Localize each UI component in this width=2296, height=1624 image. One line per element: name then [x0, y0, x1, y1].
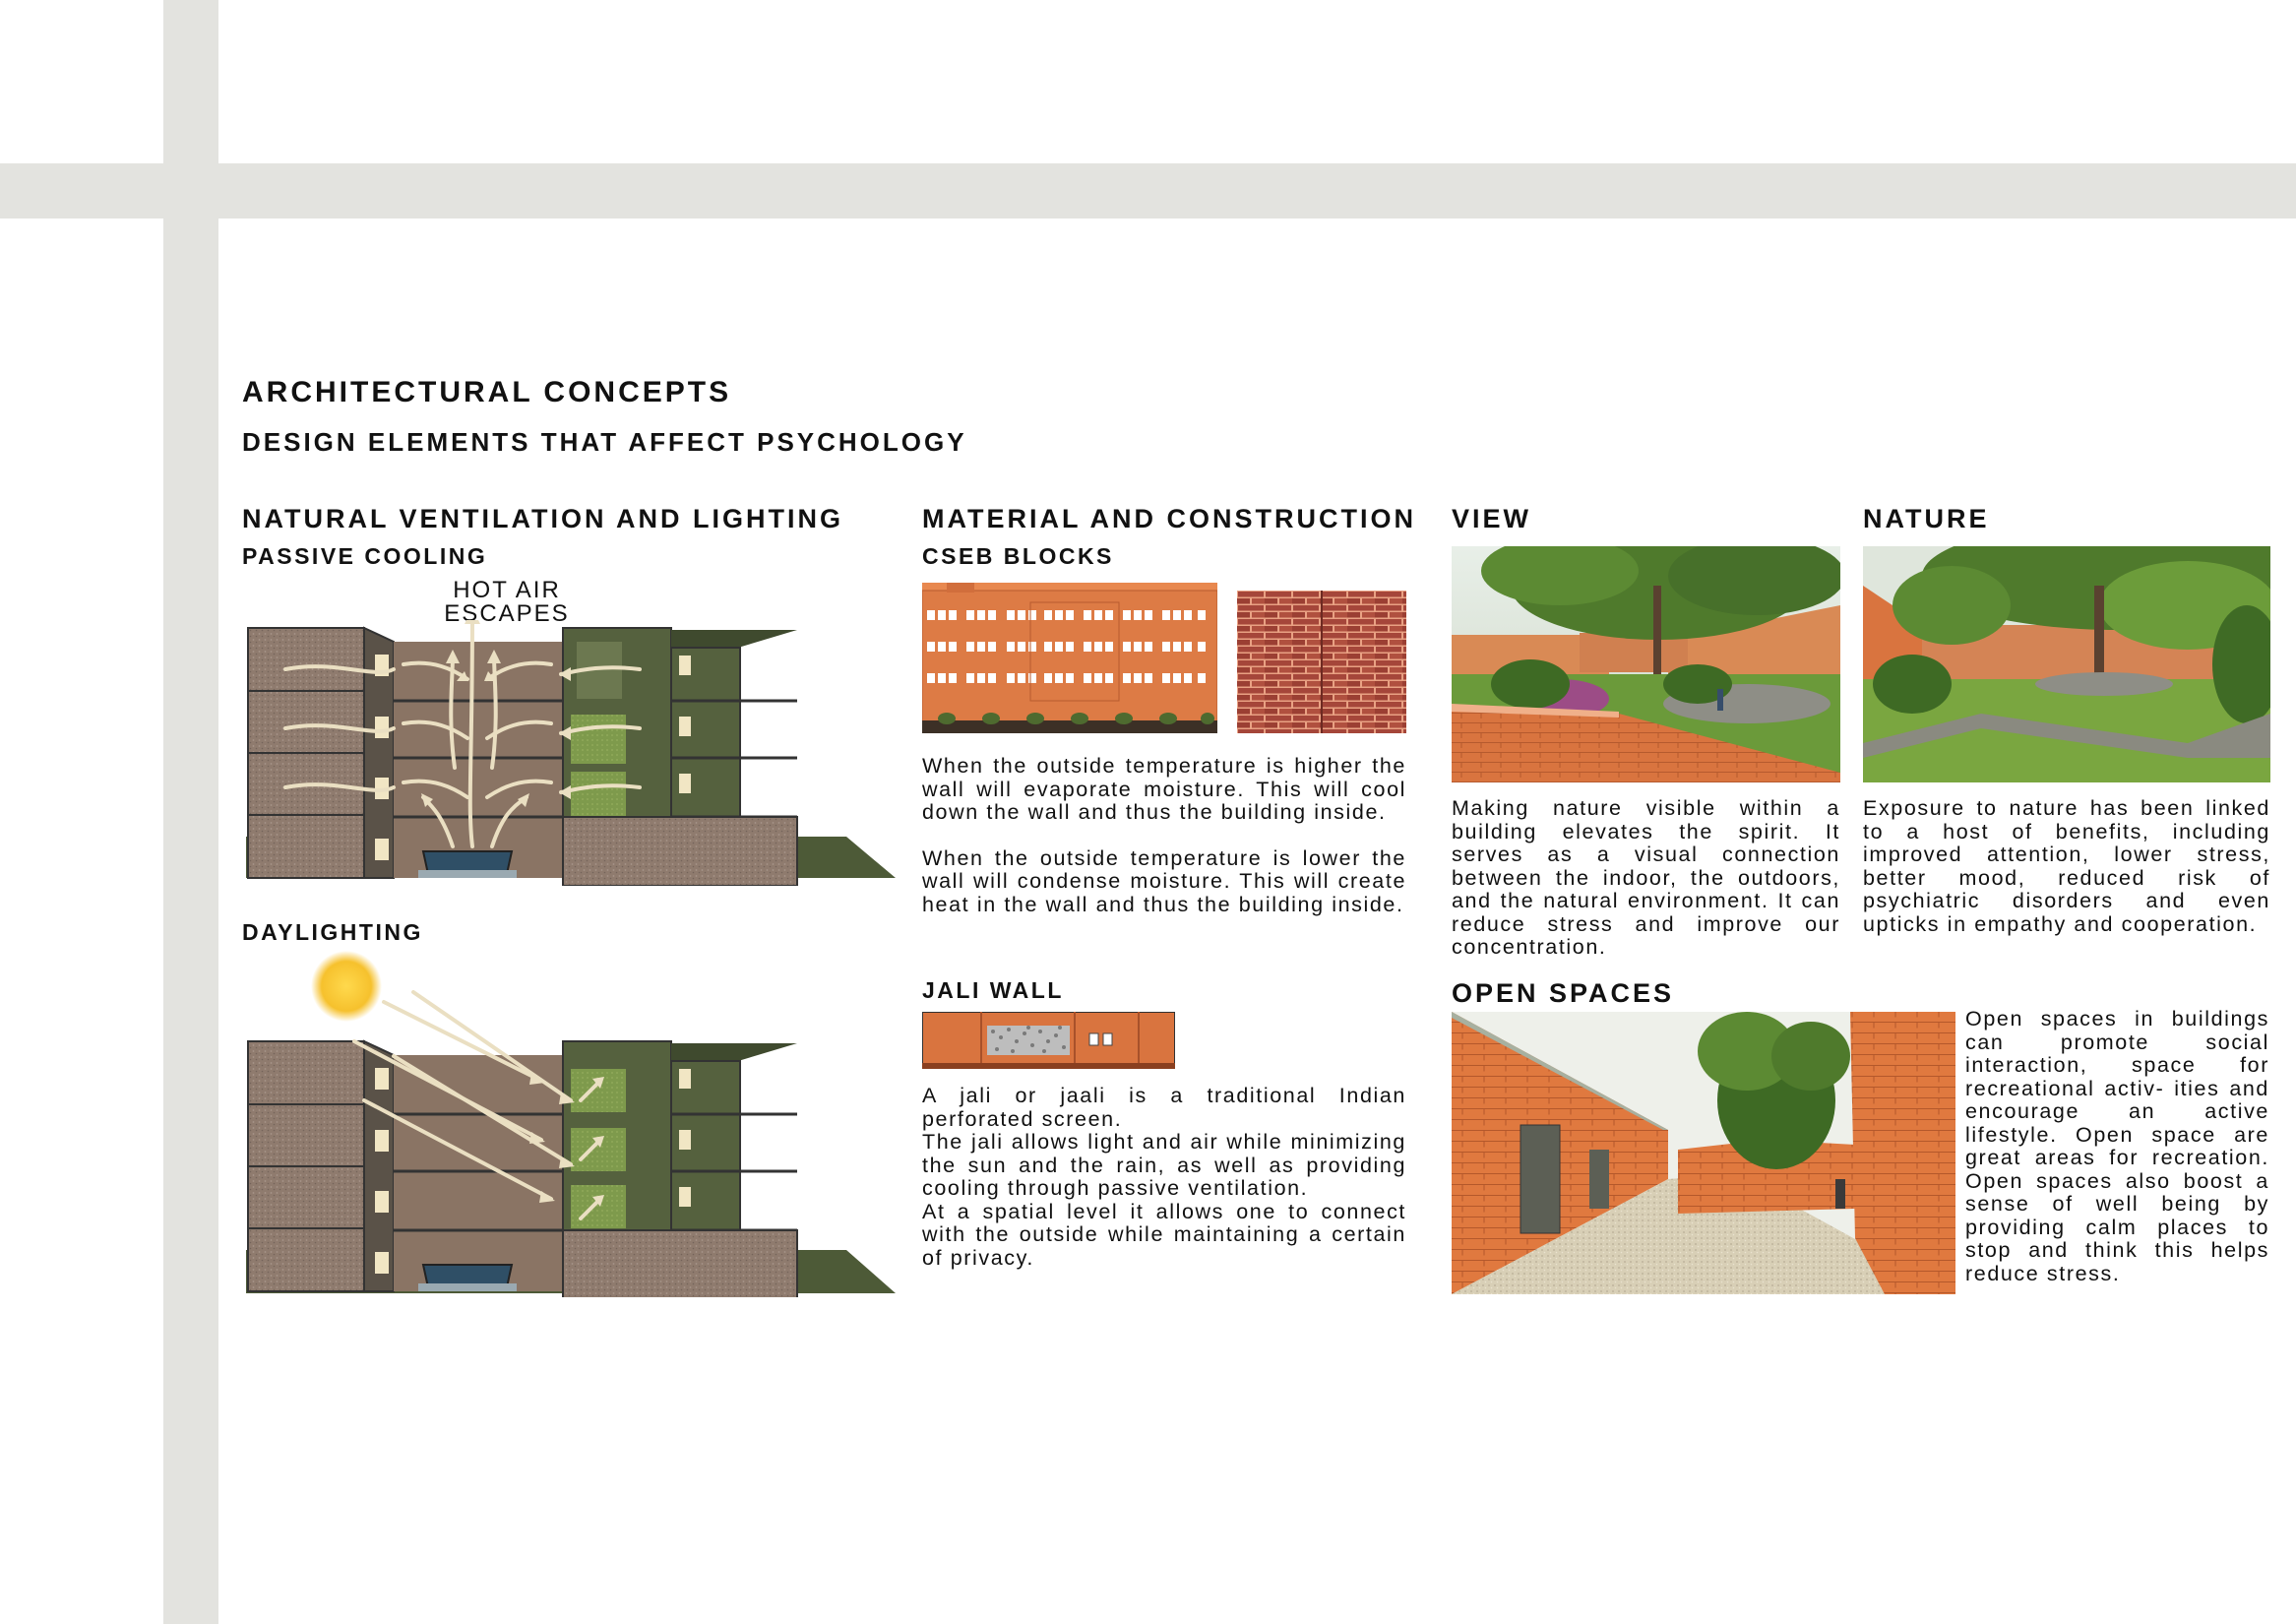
view-description: Making nature visible within a building elevates the spirit. It serves as a visual connection between the indoor, the outdoors, and the natural environment. It can reduce stress and improve our concentration. [1452, 796, 1840, 959]
ventilation-heading: NATURAL VENTILATION AND LIGHTING [242, 504, 843, 533]
page-subtitle: DESIGN ELEMENTS THAT AFFECT PSYCHOLOGY [242, 427, 967, 457]
cseb-elevation-image [922, 583, 1217, 733]
nature-description: Exposure to nature has been linked to a host of benefits, including improved attention, lower stress, better mood, reduced risk of psychiatric disorders and even upticks in empathy and cooperation. [1863, 796, 2270, 936]
sun-icon [311, 951, 382, 1022]
cseb-description: When the outside temperature is higher the wall will evaporate moisture. This will cool down the wall and thus the building inside. When the outside temperature is lower the wall will condense moisture. This will create heat in the wall and thus the building inside. [922, 754, 1406, 916]
passive-cooling-label: PASSIVE COOLING [242, 543, 488, 569]
vertical-grid-band [163, 0, 218, 1624]
jali-wall-image [922, 1012, 1175, 1069]
nature-heading: NATURE [1863, 504, 1990, 533]
view-render-image [1452, 546, 1840, 782]
cseb-brick-texture [1237, 591, 1406, 733]
view-heading: VIEW [1452, 504, 1532, 533]
cseb-label: CSEB BLOCKS [922, 543, 1114, 569]
nature-render-image [1863, 546, 2270, 782]
jali-label: JALI WALL [922, 977, 1064, 1003]
open-spaces-description: Open spaces in buildings can promote social interaction, space for recreational activ- ities and encourage an active lifestyle. Open space are great areas for recreation. Open spaces also boost a sense of well being by providing calm places to stop and think this helps reduce stress. [1965, 1007, 2269, 1285]
daylighting-diagram [246, 943, 896, 1297]
passive-cooling-diagram [246, 620, 896, 886]
daylighting-label: DAYLIGHTING [242, 919, 423, 945]
open-spaces-heading: OPEN SPACES [1452, 978, 1675, 1008]
horizontal-grid-band [0, 163, 2296, 219]
material-heading: MATERIAL AND CONSTRUCTION [922, 504, 1416, 533]
open-spaces-render-image [1452, 1012, 1955, 1294]
jali-description: A jali or jaali is a traditional Indian perforated screen. The jali allows light and air while minimizing the sun and the rain, as well as providing cooling through passive ventilation. At a spatial level it allows one to connect with the outside while maintaining a certain of privacy. [922, 1084, 1406, 1270]
page-title: ARCHITECTURAL CONCEPTS [242, 376, 732, 408]
hot-air-label: HOT AIR ESCAPES [444, 577, 570, 627]
